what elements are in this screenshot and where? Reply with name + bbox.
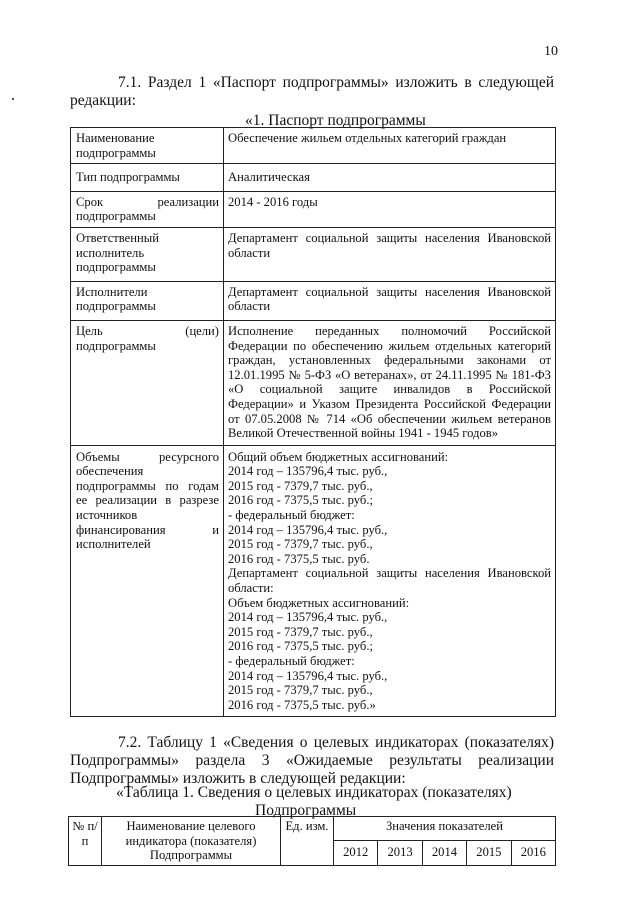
year-2016: 2016	[511, 840, 555, 865]
budget-line: 2016 год - 7375,5 тыс. руб.;	[228, 493, 373, 508]
table-row	[71, 128, 556, 164]
table-row	[71, 320, 556, 445]
budget-line: - федеральный бюджет:	[228, 508, 355, 523]
row-value: Обеспечение жильем отдельных категорий граждан	[224, 128, 556, 164]
row-label: Тип подпрограммы	[71, 164, 224, 192]
budget-line: 2014 год – 135796,4 тыс. руб.,	[228, 610, 388, 625]
budget-line: Общий объем бюджетных ассигнований:	[228, 449, 449, 464]
row-value-lines	[224, 445, 556, 717]
year-2012: 2012	[334, 840, 378, 865]
col-values-header: Значения показателей	[334, 817, 556, 841]
table-row	[71, 227, 556, 281]
passport-caption: «1. Паспорт подпрограммы	[245, 112, 426, 129]
row-value: 2014 - 2016 годы	[224, 191, 556, 227]
budget-line: 2015 год - 7379,7 тыс. руб.,	[228, 624, 373, 639]
budget-line: 2016 год - 7375,5 тыс. руб.	[228, 551, 370, 566]
table-row	[71, 281, 556, 320]
row-label: Срок реализации подпрограммы	[71, 191, 224, 227]
col-unit-header: Ед. изм.	[281, 817, 334, 866]
row-value: Департамент социальной защиты населения Ивановской области	[224, 227, 556, 281]
budget-line: 2014 год – 135796,4 тыс. руб.,	[228, 464, 388, 479]
row-value: Исполнение переданных полномочий Российской Федерации по обеспечению жильем отдельных категорий граждан, установленных федеральными законами от 12.01.1995 № 5-ФЗ «О ветеранах», от 24.11.1995 № 181-ФЗ «О социальной защите инвалидов в Российской Федерации» и Указом Президента Российской Федерации от 07.05.2008 № 714 «Об обеспечении жильем ветеранов Великой Отечественной войны 1941 - 1945 годов»	[224, 320, 556, 445]
table-row	[71, 164, 556, 192]
budget-line: 2014 год – 135796,4 тыс. руб.,	[228, 668, 388, 683]
budget-line: 2015 год - 7379,7 тыс. руб.,	[228, 537, 373, 552]
row-label: Наименование подпрограммы	[71, 128, 224, 164]
indicator-caption-line2: Подпрограммы	[255, 802, 357, 819]
budget-line: Департамент социальной защиты населения Ивановской области:	[228, 566, 551, 596]
table-row	[71, 191, 556, 227]
col-name-header: Наименование целевого индикатора (показателя) Подпрограммы	[102, 817, 281, 866]
row-value: Аналитическая	[224, 164, 556, 192]
row-value: Департамент социальной защиты населения Ивановской области	[224, 281, 556, 320]
page-number: 10	[544, 44, 558, 59]
row-label: Исполнители подпрограммы	[71, 281, 224, 320]
table-header-row	[69, 817, 556, 841]
passport-table	[70, 127, 556, 717]
indicator-caption-line1: «Таблица 1. Сведения о целевых индикаторах (показателях)	[116, 784, 512, 801]
year-2014: 2014	[422, 840, 466, 865]
budget-line: Объем бюджетных ассигнований:	[228, 595, 410, 610]
section-7-2-text: 7.2. Таблицу 1 «Сведения о целевых индикаторах (показателях) Подпрограммы» раздела 3 «Ожидаемые результаты реализации Подпрограммы» изложить в следующей редакции:	[70, 734, 554, 787]
budget-line: 2016 год - 7375,5 тыс. руб.;	[228, 639, 373, 654]
col-num-header: № п/п	[69, 817, 102, 866]
budget-line: 2015 год - 7379,7 тыс. руб.,	[228, 478, 373, 493]
year-2015: 2015	[467, 840, 511, 865]
scan-speck	[12, 98, 14, 100]
section-7-1-text: 7.1. Раздел 1 «Паспорт подпрограммы» изложить в следующей редакции:	[70, 74, 554, 109]
table-row	[71, 445, 556, 717]
budget-line: 2016 год - 7375,5 тыс. руб.»	[228, 697, 376, 712]
row-label: Объемы ресурсного обеспечения подпрограммы по годам ее реализации в разрезе источников финансирования и исполнителей	[71, 445, 224, 717]
row-label: Ответственный исполнитель подпрограммы	[71, 227, 224, 281]
indicator-table	[68, 816, 556, 866]
budget-line: 2015 год - 7379,7 тыс. руб.,	[228, 683, 373, 698]
year-2013: 2013	[378, 840, 422, 865]
budget-line: 2014 год – 135796,4 тыс. руб.,	[228, 522, 388, 537]
row-label: Цель (цели) подпрограммы	[71, 320, 224, 445]
budget-line: - федеральный бюджет:	[228, 654, 355, 668]
